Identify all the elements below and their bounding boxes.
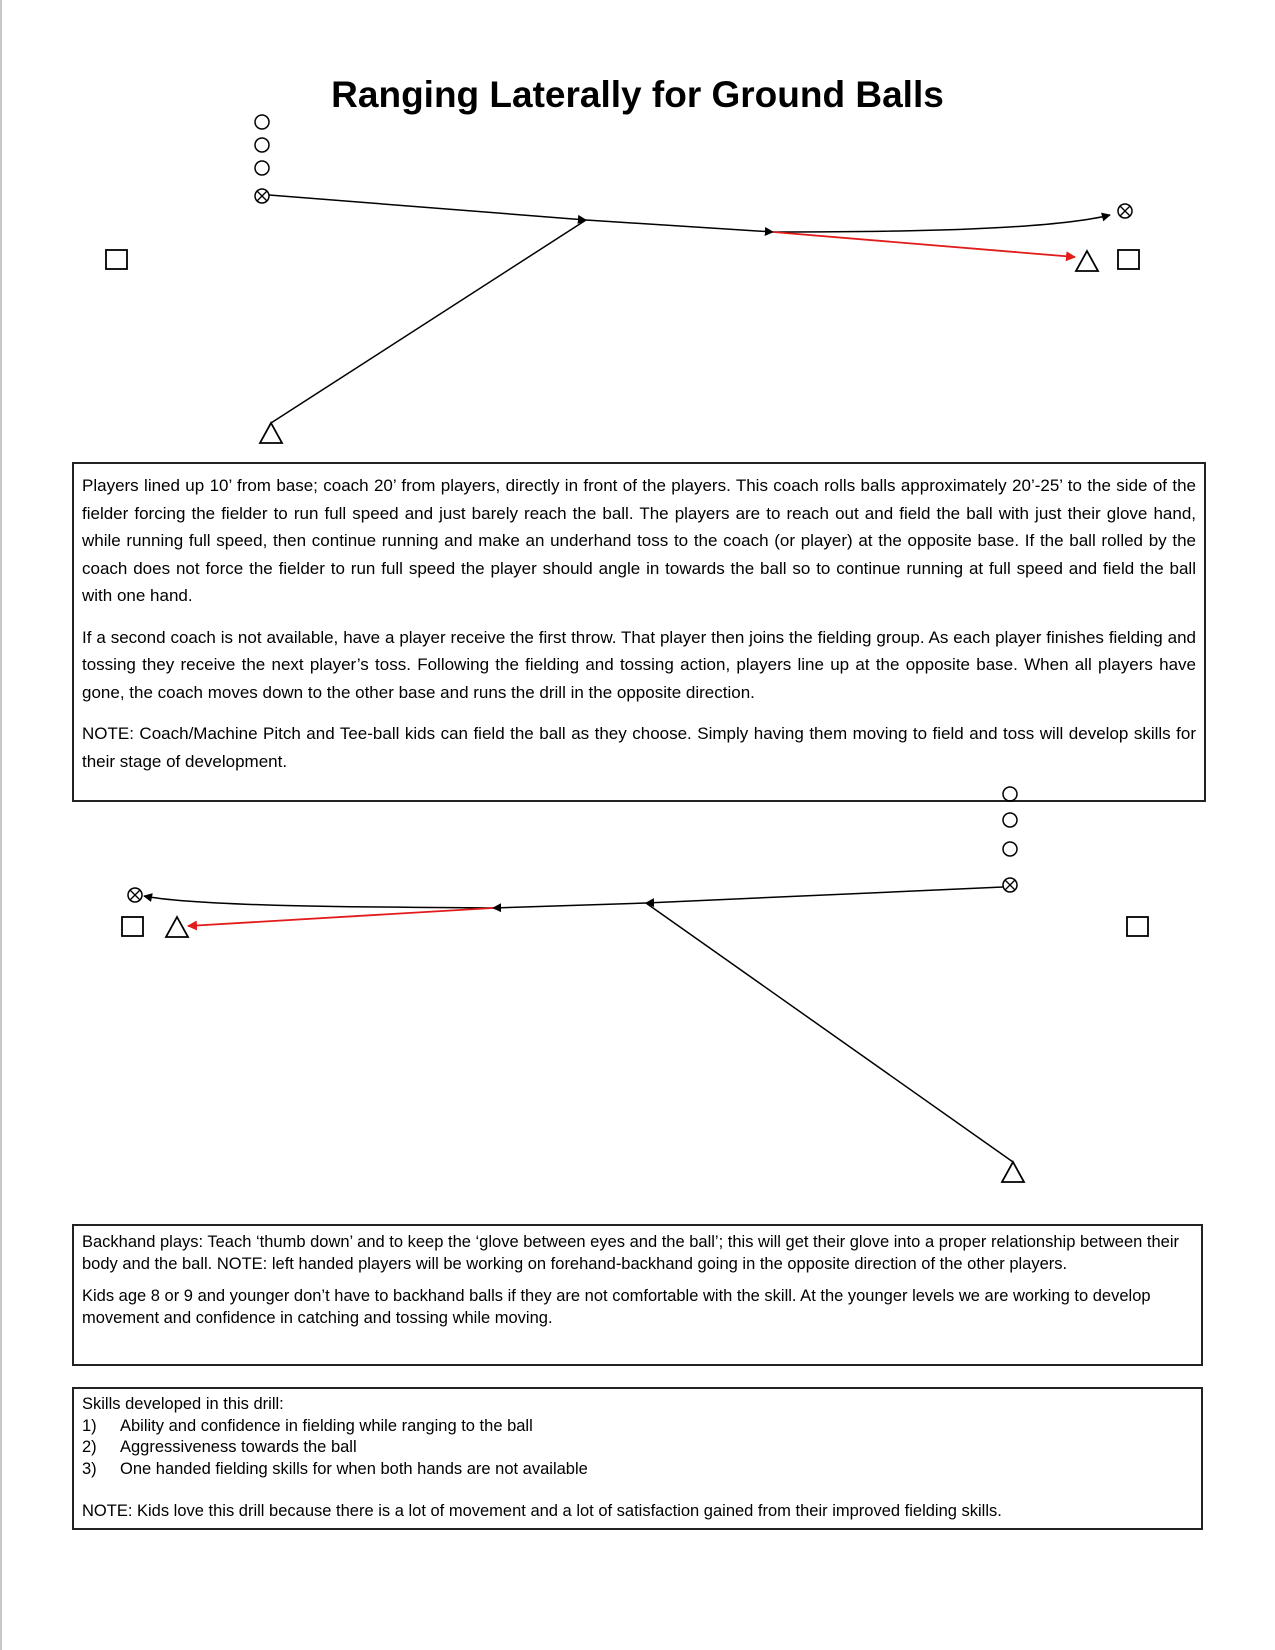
backhand-box xyxy=(72,1224,1203,1366)
roll-path xyxy=(646,903,1013,1162)
instructions-note: NOTE: Coach/Machine Pitch and Tee-ball kids can field the ball as they choose. Simply having them moving to field and toss will develop skills for their stage of development. xyxy=(82,724,1196,771)
toss-path xyxy=(188,908,493,926)
skills-box xyxy=(72,1387,1203,1530)
skills-item-number: 2) xyxy=(82,1438,97,1456)
skills-item-text: Ability and confidence in fielding while ranging to the ball xyxy=(120,1416,533,1435)
skills-list-item xyxy=(82,1459,1193,1481)
coach-triangle xyxy=(166,917,188,937)
skills-item-number: 3) xyxy=(82,1459,97,1478)
fielder-run-path xyxy=(144,896,493,908)
base-square xyxy=(1127,917,1148,936)
instructions-paragraph: Players lined up 10’ from base; coach 20’ from players, directly in front of the players. This coach rolls balls approximately 20’-25’ to the side of the fielder forcing the fielder to run full speed and just barely reach the ball. The players are to reach out and field the ball with just their glove hand, while running full speed, then continue running and make an underhand toss to the coach (or player) at the opposite base. If the ball rolled by the coach does not force the fielder to run full speed the player should angle in towards the ball so to continue running at full speed and field the ball with one hand. xyxy=(82,476,1196,605)
base-square xyxy=(122,917,143,936)
backhand-lead: Backhand plays: xyxy=(82,1233,204,1251)
skills-list xyxy=(82,1416,1193,1481)
backhand-paragraph xyxy=(82,1232,1193,1275)
fielder-end-marker xyxy=(128,888,142,902)
player-circle xyxy=(1003,787,1017,801)
coach-triangle xyxy=(1002,1162,1024,1182)
player-circle xyxy=(1003,842,1017,856)
skills-item-text: One handed fielding skills for when both hands are not available xyxy=(120,1459,588,1478)
skills-heading: Skills developed in this drill: xyxy=(82,1395,284,1413)
skills-item-number: 1) xyxy=(82,1416,97,1435)
backhand-paragraph: Kids age 8 or 9 and younger don’t have to backhand balls if they are not comfortable with the skill. At the younger levels we are working to develop movement and confidence in catching and tossing while moving. xyxy=(82,1287,1151,1327)
skills-item-text: Aggressiveness towards the ball xyxy=(120,1438,357,1456)
instructions-paragraph: If a second coach is not available, have a player receive the first throw. That player then joins the fielding group. As each player finishes fielding and tossing they receive the next player’s toss. Following the fielding and tossing action, players line up at the opposite base. When all players have gone, the coach moves down to the other base and runs the drill in the opposite direction. xyxy=(82,627,1196,702)
fielder-run-path xyxy=(646,887,1003,903)
skills-note: NOTE: Kids love this drill because there is a lot of movement and a lot of satisfaction gained from their improved fielding skills. xyxy=(82,1502,1002,1520)
page-title: Ranging Laterally for Ground Balls xyxy=(331,74,944,115)
backhand-text: Teach ‘thumb down’ and to keep the ‘glove between eyes and the ball’; this will get their glove into a proper relationship between their body and the ball. NOTE: left handed players will be working on forehand-backhand going in the opposite direction of the other players. xyxy=(82,1233,1180,1273)
player-circle xyxy=(1003,813,1017,827)
skills-list-item xyxy=(82,1416,1193,1438)
skills-list-item xyxy=(82,1437,1193,1459)
fielder-run-path xyxy=(493,903,646,908)
fielder-start-marker xyxy=(1003,878,1017,892)
